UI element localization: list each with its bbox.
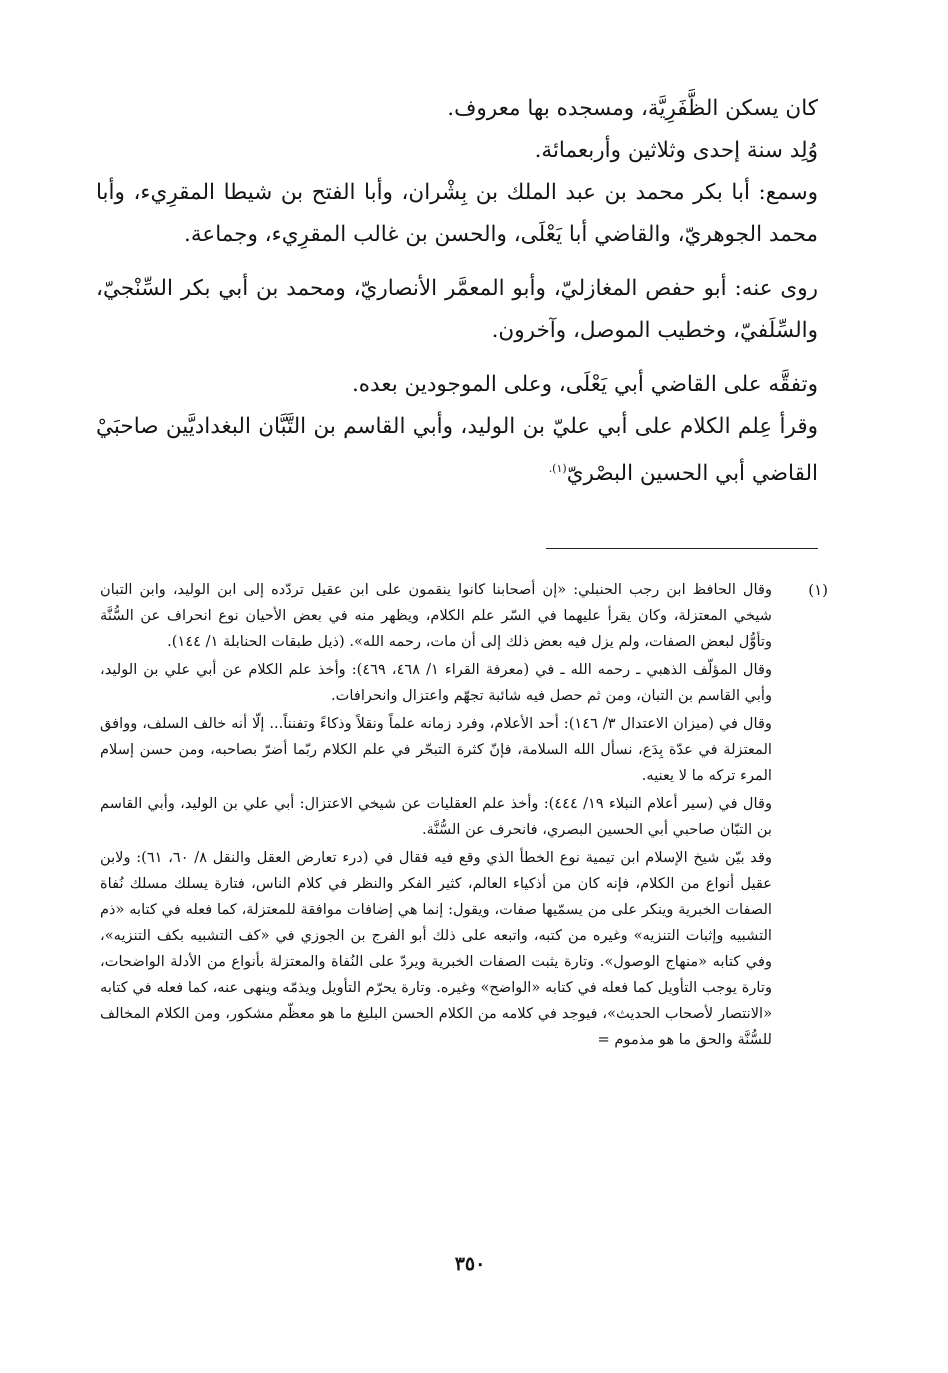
main-text <box>96 88 818 495</box>
footnote-reference: (١). <box>548 462 567 475</box>
paragraph-narrated-by: روى عنه: أبو حفص المغازليّ، وأبو المعمَّر الأنصاريّ، ومحمد بن أبي بكر السِّنْجيّ، والسِّلَفيّ، وخطيب الموصل، وآخرون. <box>96 276 818 343</box>
paragraph-birth: وُلِد سنة إحدى وثلاثين وأربعمائة. <box>534 138 818 163</box>
footnotes <box>100 577 772 1055</box>
footnote-paragraph: وقال في (سير أعلام النبلاء ١٩/ ٤٤٤): وأخذ علم العقليات عن شيخي الاعتزال: أبي علي بن الوليد، وأبي القاسم بن التبّان صاحبي أبي الحسين البصري، فانحرف عن السُّنَّة. <box>100 795 772 838</box>
paragraph-kalam-text: وقرأ عِلم الكلام على أبي عليّ بن الوليد، وأبي القاسم بن التَّبَّان البغداديَّين صاحبَيْ القاضي أبي الحسين البصْريّ <box>96 414 818 487</box>
footnote-paragraph: وقال المؤلّف الذهبي ـ رحمه الله ـ في (معرفة القراء ١/ ٤٦٨، ٤٦٩): وأخذ علم الكلام عن أبي علي بن الوليد، وأبي القاسم بن التبان، ومن ثم حصل فيه شائبة تجهّم واعتزال وانحرافات. <box>100 661 772 704</box>
footnote-divider <box>546 548 818 549</box>
page-number: ٣٥٠ <box>454 1253 486 1275</box>
footnote-marker: (١) <box>808 581 828 599</box>
footnote-paragraph: وقال الحافظ ابن رجب الحنبلي: «إن أصحابنا كانوا ينقمون على ابن عقيل تردّده إلى ابن الوليد، وابن التبان شيخي المعتزلة، وكان يقرأ عليهما في السّر علم الكلام، ويظهر منه في بعض الأحيان نوع انحراف عن السُّنَّة وتأوُّل لبعض الصفات، ولم يزل فيه بعض ذلك إلى أن مات، رحمه الله». (ذيل طبقات الحنابلة ١/ ١٤٤). <box>100 581 772 650</box>
paragraph-kalam <box>96 406 818 495</box>
paragraph-heard-from: وسمع: أبا بكر محمد بن عبد الملك بن بِشْران، وأبا الفتح بن شيطا المقرِيء، وأبا محمد الجوهريّ، والقاضي أبا يَعْلَى، والحسن بن غالب المقرِيء، وجماعة. <box>96 180 818 247</box>
footnote-paragraph: وقد بيّن شيخ الإسلام ابن تيمية نوع الخطأ الذي وقع فيه فقال في (درء تعارض العقل والنقل ٨/ ٦٠، ٦١): ولابن عقيل أنواع من الكلام، فإنه كان من أذكياء العالم، كثير الفكر والنظر في كلام الناس، فتارة يسلك مسلك نُفاة الصفات الخبرية وينكر على من يسمّيها صفات، ويقول: إنما هي إضافات موافقة للمعتزلة، كما فعله في كتابه «ذم التشبيه وإثبات التنزيه» وغيره من كتبه، واتبعه على ذلك أبو الفرج بن الجوزي في «كف التشبيه بكف التنزيه»، وفي كتابه «منهاج الوصول». وتارة يثبت الصفات الخبرية ويردّ على النُفاة والمعتزلة بأنواع من الأدلة الواضحات، وتارة يوجب التأويل كما فعله في كتابه «الواضح» وغيره. وتارة يحرّم التأويل ويذمّه وينهى عنه، كما فعله في كتابه «الانتصار لأصحاب الحديث»، فيوجد في كلامه من الكلام الحسن البليغ ما هو معظّم مشكور، ومن الكلام المخالف للسُّنَّة والحق ما هو مذموم = <box>100 849 772 1048</box>
paragraph-residence: كان يسكن الظَّفَرِيَّة، ومسجده بها معروف. <box>447 96 818 121</box>
footnote-paragraph: وقال في (ميزان الاعتدال ٣/ ١٤٦): أحد الأعلام، وفرد زمانه علماً ونقلاً وذكاءً وتفنناً... إلّا أنه خالف السلف، ووافق المعتزلة في عدّة بِدَع، نسأل الله السلامة، فإنّ كثرة التبحّر في علم الكلام ربّما أضرّ بصاحبه، ومن حسن إسلام المرء تركه ما لا يعنيه. <box>100 715 772 784</box>
paragraph-jurisprudence: وتفقَّه على القاضي أبي يَعْلَى، وعلى الموجودين بعده. <box>351 372 818 397</box>
